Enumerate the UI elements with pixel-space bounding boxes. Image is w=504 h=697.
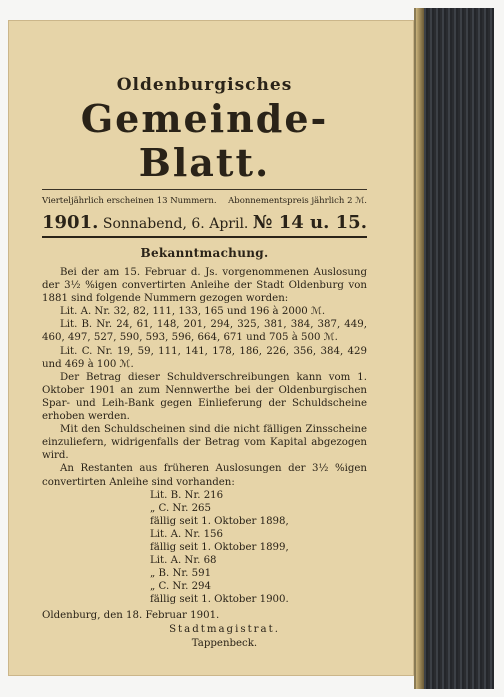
list-item: fällig seit 1. Oktober 1899, [150,541,289,553]
signature-block [82,623,367,651]
list-item: „ B. Nr. 591 [150,568,212,580]
list-item: fällig seit 1. Oktober 1898, [150,515,289,527]
list-item: Lit. A. Nr. 156 [150,528,224,540]
issue-frequency: Vierteljährlich erscheinen 13 Nummern. [42,196,217,206]
list-item: Lit. A. Nr. 68 [150,555,217,567]
notice-paragraph: Mit den Schuldscheinen sind die nicht fälligen Zinsscheine einzuliefern, widrigenfalls der Betrag vom Kapital abgezogen wird. [42,424,367,462]
list-item: „ C. Nr. 265 [150,502,212,514]
list-item: „ C. Nr. 294 [150,581,212,593]
notice-paragraph: Lit. C. Nr. 19, 59, 111, 141, 178, 186, 226, 356, 384, 429 und 469 à 100 ℳ. [42,345,367,370]
issue-dateline [42,212,367,238]
notice-heading: Bekanntmachung. [140,246,269,260]
page-content [42,75,367,651]
notice-paragraph: Der Betrag dieser Schuldverschreibungen kann vom 1. Oktober 1901 an zum Nennwerthe bei der Oldenburgischen Spar- und Leih-Bank gegen Einlieferung der Schuldscheine erhoben werden. [42,371,367,423]
notice-paragraph: An Restanten aus früheren Auslosungen der 3½ %igen convertirten Anleihe sind vorhanden: [42,463,367,488]
place-date: Oldenburg, den 18. Februar 1901. [42,610,220,622]
newspaper-page [8,20,414,676]
list-item: fällig seit 1. Oktober 1900. [150,594,289,606]
notice-paragraph: Lit. B. Nr. 24, 61, 148, 201, 294, 325, 381, 384, 387, 449, 460, 497, 527, 590, 593, 596, 664, 671 und 705 à 500 ℳ. [42,319,367,344]
signatory: Tappenbeck. [191,637,258,649]
list-item: Lit. B. Nr. 216 [150,489,224,501]
authority: Stadtmagistrat. [169,623,280,635]
masthead-title: Gemeinde-Blatt. [80,96,329,185]
issue-year: 1901. [42,212,99,233]
notice-paragraph: Lit. A. Nr. 32, 82, 111, 133, 165 und 196 à 2000 ℳ. [60,306,326,318]
notice-body [42,266,367,489]
restanten-list [150,489,367,607]
issue-date: Sonnabend, 6. April. [102,216,249,232]
masthead-line1: Oldenburgisches [116,75,293,95]
book-spine [414,8,494,689]
subscription-price: Abonnementspreis jährlich 2 ℳ. [228,196,367,206]
subscription-info [42,189,367,206]
page-edge [416,8,424,689]
notice-paragraph: Bei der am 15. Februar d. Js. vorgenommenen Auslosung der 3½ %igen convertirten Anleihe der Stadt Oldenburg von 1881 sind folgende Nummern gezogen worden: [42,267,367,305]
issue-number: № 14 u. 15. [252,212,367,233]
